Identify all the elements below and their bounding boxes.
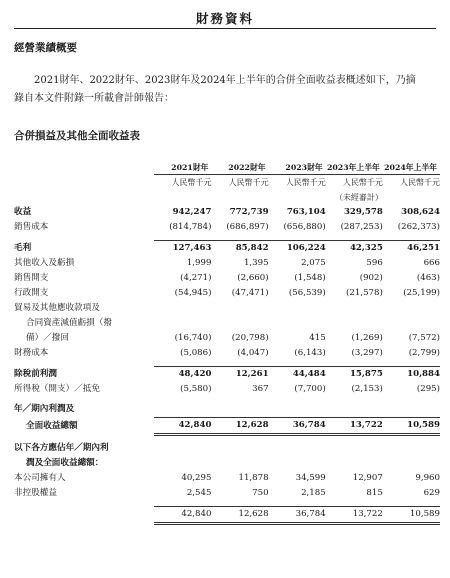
table-row	[14, 301, 440, 316]
row-value: (54,945)	[174, 288, 212, 298]
row-value: 12,628	[211, 418, 268, 435]
row-value: 1,395	[243, 258, 269, 268]
row-label-text: 除稅前利潤	[14, 368, 57, 379]
unit-label: 人民幣千元	[400, 178, 440, 187]
table-row	[14, 402, 440, 418]
row-value: 44,484	[269, 367, 326, 383]
row-value	[211, 316, 268, 331]
table-row	[14, 316, 440, 331]
table-row	[14, 256, 440, 271]
row-label-text: 銷售開支	[14, 273, 49, 283]
row-value: 815	[366, 488, 383, 498]
intro-line-2: 錄自本文件附錄一所載會計師報告：	[14, 93, 174, 104]
row-label-text: 以下各方應佔年／期內利	[14, 443, 109, 453]
row-value	[383, 301, 440, 316]
row-value: 10,589	[383, 507, 440, 524]
row-value	[326, 456, 383, 471]
row-label	[14, 316, 154, 331]
row-value	[154, 456, 211, 471]
table-row	[14, 241, 440, 257]
row-value: 42,840	[154, 507, 211, 524]
row-label	[14, 301, 154, 316]
row-value	[154, 402, 211, 418]
row-value: 772,739	[229, 207, 269, 217]
intro-paragraph	[14, 72, 436, 108]
row-value	[269, 301, 326, 316]
row-value: 1,999	[186, 258, 212, 268]
row-value: 12,261	[211, 367, 268, 383]
table-row	[14, 220, 440, 235]
row-value: 415	[309, 333, 326, 343]
row-value: (287,253)	[340, 222, 383, 232]
page-header	[14, 8, 436, 29]
row-value: (7,572)	[408, 333, 440, 343]
row-value: 596	[366, 258, 383, 268]
row-label-text: 財務成本	[14, 348, 49, 358]
row-label-text: 貿易及其他應收款項及	[14, 303, 100, 313]
row-label	[14, 331, 154, 346]
row-value: 11,878	[238, 473, 269, 483]
row-value: 329,578	[343, 207, 383, 217]
row-value	[383, 402, 440, 418]
row-value: 36,784	[269, 507, 326, 524]
row-value: (686,897)	[226, 222, 269, 232]
row-value: (1,269)	[351, 333, 383, 343]
column-header-row	[14, 161, 440, 175]
column-header: 2022財年	[211, 161, 268, 175]
row-label-text: 本公司擁有人	[14, 473, 66, 483]
row-value: 10,884	[383, 367, 440, 383]
column-header: 2023年上半年	[326, 161, 383, 175]
table-row	[14, 271, 440, 286]
row-value: 763,104	[286, 207, 326, 217]
row-value: (5,086)	[180, 348, 212, 358]
row-label	[14, 256, 154, 271]
row-value: 666	[423, 258, 440, 268]
row-label-text: 毛利	[14, 242, 32, 253]
row-value	[211, 301, 268, 316]
unit-row	[14, 175, 440, 191]
row-value: 127,463	[154, 241, 211, 257]
row-value: (463)	[416, 273, 440, 283]
row-value: 13,722	[326, 418, 383, 435]
table-row	[14, 456, 440, 471]
row-value	[154, 316, 211, 331]
table-row	[14, 367, 440, 383]
row-value: (2,799)	[408, 348, 440, 358]
row-label	[14, 471, 154, 486]
row-value: (6,143)	[294, 348, 326, 358]
row-label-text: 行政開支	[14, 288, 49, 298]
row-value	[383, 441, 440, 456]
row-label-text: 全面收益總額	[26, 420, 78, 431]
unit-blank	[14, 175, 154, 191]
row-value: (814,784)	[169, 222, 212, 232]
header-title: 財務資料	[195, 11, 254, 26]
row-label	[14, 418, 154, 435]
income-statement-table	[14, 161, 440, 525]
row-label-text: 年／期內利潤及	[14, 404, 75, 415]
row-value	[154, 301, 211, 316]
row-label	[14, 456, 154, 471]
row-value: (3,297)	[351, 348, 383, 358]
row-label-text: 潤及全面收益總額：	[26, 458, 104, 468]
row-value: 42,840	[154, 418, 211, 435]
row-value: 2,075	[301, 258, 326, 268]
row-value: 46,251	[383, 241, 440, 257]
row-value: (16,740)	[174, 333, 212, 343]
column-header: 2023財年	[269, 161, 326, 175]
row-value: 12,907	[352, 473, 383, 483]
unaudited-note: （未經審計）	[334, 193, 383, 202]
row-value: (1,548)	[294, 273, 326, 283]
table-row	[14, 286, 440, 301]
row-label-text: 合同資產減值虧損（撥	[26, 318, 112, 328]
row-value	[326, 316, 383, 331]
table-title: 合併損益及其他全面收益表	[14, 130, 140, 142]
row-value	[211, 441, 268, 456]
row-value: (4,271)	[180, 273, 212, 283]
row-label-text: 非控股權益	[14, 488, 57, 498]
table-row	[14, 418, 440, 435]
row-value: (7,700)	[294, 384, 326, 394]
row-value	[326, 441, 383, 456]
row-value: 15,875	[326, 367, 383, 383]
row-value: 942,247	[172, 207, 212, 217]
row-value	[383, 316, 440, 331]
column-header-blank	[14, 161, 154, 175]
row-label-text: 收益	[14, 207, 32, 217]
section-title: 經營業績概要	[14, 42, 77, 54]
unit-label: 人民幣千元	[285, 178, 326, 187]
row-value: 629	[423, 488, 440, 498]
row-value: 2,185	[301, 488, 326, 498]
unaudited-blank	[269, 190, 326, 205]
row-value	[269, 402, 326, 418]
unaudited-blank	[211, 190, 268, 205]
unaudited-blank	[383, 190, 440, 205]
row-value	[326, 402, 383, 418]
row-value: 42,325	[326, 241, 383, 257]
row-label	[14, 402, 154, 418]
unit-label: 人民幣千元	[171, 178, 212, 187]
row-label	[14, 220, 154, 235]
row-value: (21,578)	[346, 288, 383, 298]
row-value	[383, 456, 440, 471]
row-value: (295)	[416, 384, 440, 394]
row-value: 40,295	[181, 473, 212, 483]
row-label-text	[14, 510, 16, 520]
row-label	[14, 507, 154, 524]
row-value: 10,589	[383, 418, 440, 435]
table-row	[14, 331, 440, 346]
row-value: 12,628	[211, 507, 268, 524]
unaudited-row	[14, 190, 440, 205]
row-label-text: 銷售成本	[14, 222, 49, 232]
row-label-text: 備）／撥回	[26, 333, 69, 343]
row-value	[269, 441, 326, 456]
table-row	[14, 471, 440, 486]
table-row	[14, 382, 440, 397]
row-value: (656,880)	[283, 222, 326, 232]
row-value: (56,539)	[288, 288, 326, 298]
intro-line-1: 2021財年、2022財年、2023財年及2024年上半年的合併全面收益表概述如下，乃摘	[34, 75, 416, 86]
row-value: (902)	[359, 273, 383, 283]
unaudited-blank	[154, 190, 211, 205]
row-label	[14, 441, 154, 456]
row-value	[154, 441, 211, 456]
row-value: 85,842	[211, 241, 268, 257]
row-value: (2,153)	[351, 384, 383, 394]
row-value: (25,199)	[403, 288, 440, 298]
row-label	[14, 286, 154, 301]
table-row	[14, 441, 440, 456]
row-value: 106,224	[269, 241, 326, 257]
row-value: 36,784	[269, 418, 326, 435]
row-value: (47,471)	[231, 288, 269, 298]
row-value: (262,373)	[397, 222, 440, 232]
row-value: (2,660)	[237, 273, 269, 283]
row-value: 367	[252, 384, 269, 394]
unaudited-blank	[14, 190, 154, 205]
row-value: 13,722	[326, 507, 383, 524]
unit-label: 人民幣千元	[342, 178, 383, 187]
row-value	[269, 456, 326, 471]
row-value: (5,580)	[180, 384, 212, 394]
row-value	[326, 301, 383, 316]
column-header: 2024年上半年	[383, 161, 440, 175]
row-label-text: 其他收入及虧損	[14, 258, 75, 268]
row-label-text: 所得稅（開支）／抵免	[14, 384, 100, 394]
row-value	[211, 402, 268, 418]
row-value: 750	[252, 488, 269, 498]
table-row	[14, 346, 440, 361]
table-row	[14, 205, 440, 220]
row-value: 34,599	[295, 473, 326, 483]
row-value	[211, 456, 268, 471]
row-label	[14, 346, 154, 361]
row-value: 9,960	[415, 473, 440, 483]
row-label	[14, 271, 154, 286]
table-row	[14, 507, 440, 524]
row-value: (4,047)	[237, 348, 269, 358]
row-label	[14, 241, 154, 257]
row-value: 2,545	[186, 488, 212, 498]
row-label	[14, 367, 154, 383]
row-label	[14, 486, 154, 501]
column-header: 2021財年	[154, 161, 211, 175]
table-row	[14, 486, 440, 501]
row-value	[269, 316, 326, 331]
row-value: 48,420	[154, 367, 211, 383]
row-label	[14, 382, 154, 397]
row-value: 308,624	[401, 207, 440, 217]
unit-label: 人民幣千元	[228, 178, 269, 187]
row-label	[14, 205, 154, 220]
row-value: (20,798)	[231, 333, 269, 343]
